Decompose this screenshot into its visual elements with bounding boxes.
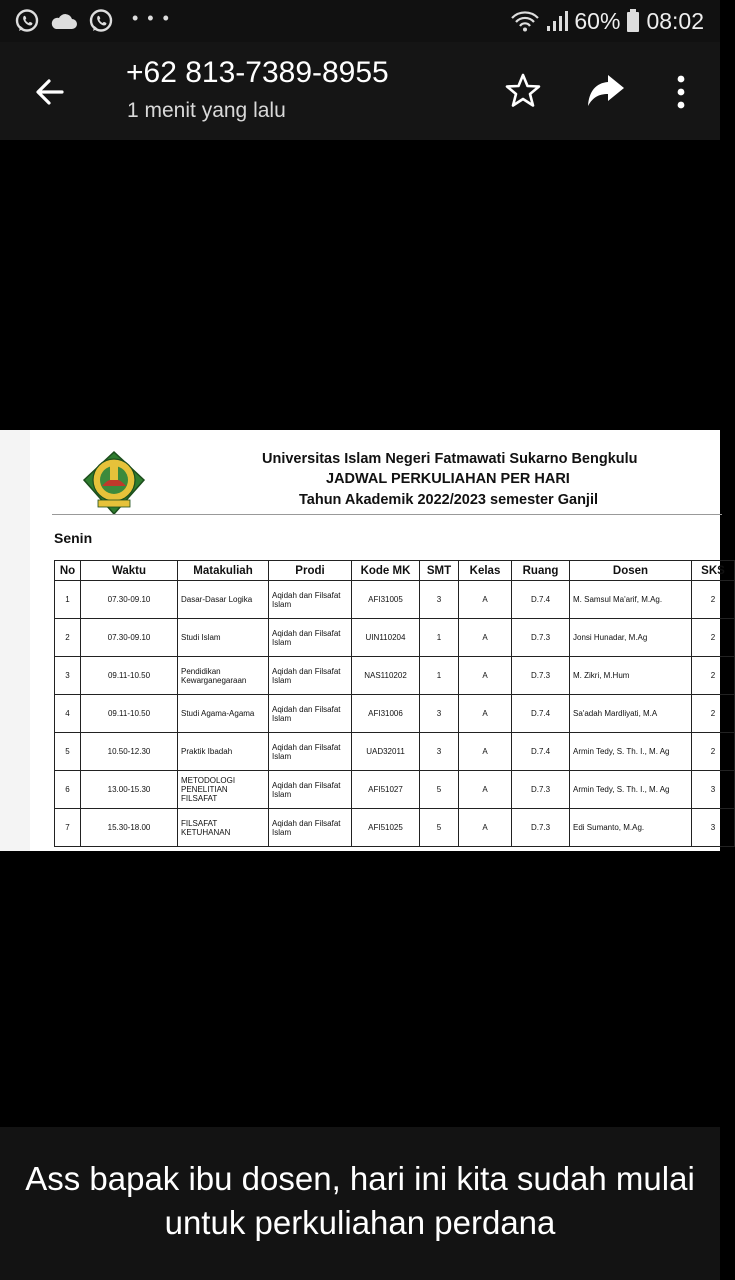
cell-kelas: A — [459, 771, 512, 809]
cell-sks: 2 — [692, 581, 735, 619]
cell-smt: 5 — [420, 771, 459, 809]
cell-no: 7 — [55, 809, 81, 847]
app-bar — [0, 42, 720, 140]
schedule-table — [54, 560, 735, 847]
cell-waktu: 15.30-18.00 — [81, 809, 178, 847]
cell-sks: 2 — [692, 733, 735, 771]
cell-no: 5 — [55, 733, 81, 771]
battery-percent: 60% — [574, 7, 621, 34]
cell-sks: 2 — [692, 695, 735, 733]
cell-prodi: Aqidah dan Filsafat Islam — [269, 619, 352, 657]
header-divider — [52, 514, 722, 515]
table-header-row — [55, 561, 735, 581]
cell-sks: 3 — [692, 809, 735, 847]
cell-waktu: 09.11-10.50 — [81, 657, 178, 695]
cell-smt: 3 — [420, 695, 459, 733]
battery-icon — [626, 9, 640, 33]
column-header: Kode MK — [352, 561, 420, 581]
cell-ruang: D.7.3 — [512, 657, 570, 695]
cell-prodi: Aqidah dan Filsafat Islam — [269, 771, 352, 809]
cell-kode: AFI31005 — [352, 581, 420, 619]
cell-matakuliah: Pendidikan Kewarganegaraan — [178, 657, 269, 695]
university-name: Universitas Islam Negeri Fatmawati Sukarno Bengkulu — [262, 451, 638, 467]
cloud-icon — [50, 11, 78, 31]
cell-prodi: Aqidah dan Filsafat Islam — [269, 581, 352, 619]
wifi-icon — [510, 10, 540, 32]
cell-dosen: M. Zikri, M.Hum — [570, 657, 692, 695]
cell-matakuliah: Studi Islam — [178, 619, 269, 657]
cell-sks: 2 — [692, 619, 735, 657]
cell-matakuliah: Studi Agama-Agama — [178, 695, 269, 733]
contact-title: +62 813-7389-8955 — [126, 56, 389, 89]
cell-dosen: Edi Sumanto, M.Ag. — [570, 809, 692, 847]
table-row — [55, 619, 735, 657]
table-body — [55, 581, 735, 847]
table-row — [55, 695, 735, 733]
timestamp-subtitle: 1 menit yang lalu — [127, 99, 286, 122]
cell-no: 1 — [55, 581, 81, 619]
column-header: Matakuliah — [178, 561, 269, 581]
cell-prodi: Aqidah dan Filsafat Islam — [269, 695, 352, 733]
back-arrow-icon[interactable] — [30, 72, 70, 112]
cell-smt: 3 — [420, 581, 459, 619]
cell-kelas: A — [459, 657, 512, 695]
cell-kode: AFI51027 — [352, 771, 420, 809]
day-label: Senin — [54, 530, 93, 546]
column-header: Ruang — [512, 561, 570, 581]
cell-matakuliah: FILSAFAT KETUHANAN — [178, 809, 269, 847]
cell-smt: 1 — [420, 619, 459, 657]
cell-smt: 1 — [420, 657, 459, 695]
cell-kode: AFI51025 — [352, 809, 420, 847]
status-bar — [0, 0, 720, 42]
cell-ruang: D.7.4 — [512, 581, 570, 619]
cell-kelas: A — [459, 695, 512, 733]
cell-kode: UAD32011 — [352, 733, 420, 771]
signal-icon — [546, 10, 568, 32]
cell-kode: UIN110204 — [352, 619, 420, 657]
schedule-image[interactable] — [0, 430, 725, 851]
whatsapp-icon — [14, 8, 40, 34]
cell-sks: 3 — [692, 771, 735, 809]
cell-dosen: Jonsi Hunadar, M.Ag — [570, 619, 692, 657]
table-row — [55, 809, 735, 847]
university-logo — [80, 450, 148, 516]
column-header: Prodi — [269, 561, 352, 581]
cell-dosen: Armin Tedy, S. Th. I., M. Ag — [570, 771, 692, 809]
cell-kode: AFI31006 — [352, 695, 420, 733]
whatsapp-icon — [88, 8, 114, 34]
cell-matakuliah: METODOLOGI PENELITIAN FILSAFAT — [178, 771, 269, 809]
cell-kelas: A — [459, 581, 512, 619]
column-header: SMT — [420, 561, 459, 581]
cell-matakuliah: Praktik Ibadah — [178, 733, 269, 771]
overflow-dots: • • • — [132, 7, 171, 28]
cell-ruang: D.7.4 — [512, 695, 570, 733]
schedule-title: JADWAL PERKULIAHAN PER HARI — [326, 471, 570, 487]
cell-ruang: D.7.3 — [512, 809, 570, 847]
cell-waktu: 07.30-09.10 — [81, 619, 178, 657]
cell-smt: 3 — [420, 733, 459, 771]
column-header: SKS — [692, 561, 735, 581]
cell-prodi: Aqidah dan Filsafat Islam — [269, 657, 352, 695]
clock: 08:02 — [646, 7, 704, 34]
cell-waktu: 10.50-12.30 — [81, 733, 178, 771]
status-right — [510, 0, 704, 42]
cell-ruang: D.7.3 — [512, 771, 570, 809]
forward-icon[interactable] — [586, 74, 626, 108]
more-options-icon[interactable] — [670, 74, 692, 110]
cell-no: 4 — [55, 695, 81, 733]
cell-matakuliah: Dasar-Dasar Logika — [178, 581, 269, 619]
column-header: Waktu — [81, 561, 178, 581]
cell-no: 6 — [55, 771, 81, 809]
table-row — [55, 771, 735, 809]
cell-kelas: A — [459, 809, 512, 847]
cell-prodi: Aqidah dan Filsafat Islam — [269, 733, 352, 771]
cell-ruang: D.7.4 — [512, 733, 570, 771]
cell-kelas: A — [459, 619, 512, 657]
table-row — [55, 581, 735, 619]
cell-sks: 2 — [692, 657, 735, 695]
notification-icons — [0, 8, 171, 34]
cell-dosen: Armin Tedy, S. Th. I., M. Ag — [570, 733, 692, 771]
column-header: Dosen — [570, 561, 692, 581]
cell-ruang: D.7.3 — [512, 619, 570, 657]
cell-waktu: 09.11-10.50 — [81, 695, 178, 733]
cell-kode: NAS110202 — [352, 657, 420, 695]
cell-dosen: Sa'adah Mardliyati, M.A — [570, 695, 692, 733]
cell-waktu: 07.30-09.10 — [81, 581, 178, 619]
table-row — [55, 657, 735, 695]
column-header: Kelas — [459, 561, 512, 581]
cell-no: 2 — [55, 619, 81, 657]
academic-year: Tahun Akademik 2022/2023 semester Ganjil — [299, 492, 599, 508]
cell-smt: 5 — [420, 809, 459, 847]
column-header: No — [55, 561, 81, 581]
cell-prodi: Aqidah dan Filsafat Islam — [269, 809, 352, 847]
image-caption: Ass bapak ibu dosen, hari ini kita sudah mulai untuk perkuliahan perdana — [25, 1160, 695, 1241]
star-icon[interactable] — [504, 72, 542, 110]
cell-no: 3 — [55, 657, 81, 695]
cell-waktu: 13.00-15.30 — [81, 771, 178, 809]
cell-dosen: M. Samsul Ma'arif, M.Ag. — [570, 581, 692, 619]
cell-kelas: A — [459, 733, 512, 771]
caption-bar — [0, 1127, 720, 1280]
table-row — [55, 733, 735, 771]
